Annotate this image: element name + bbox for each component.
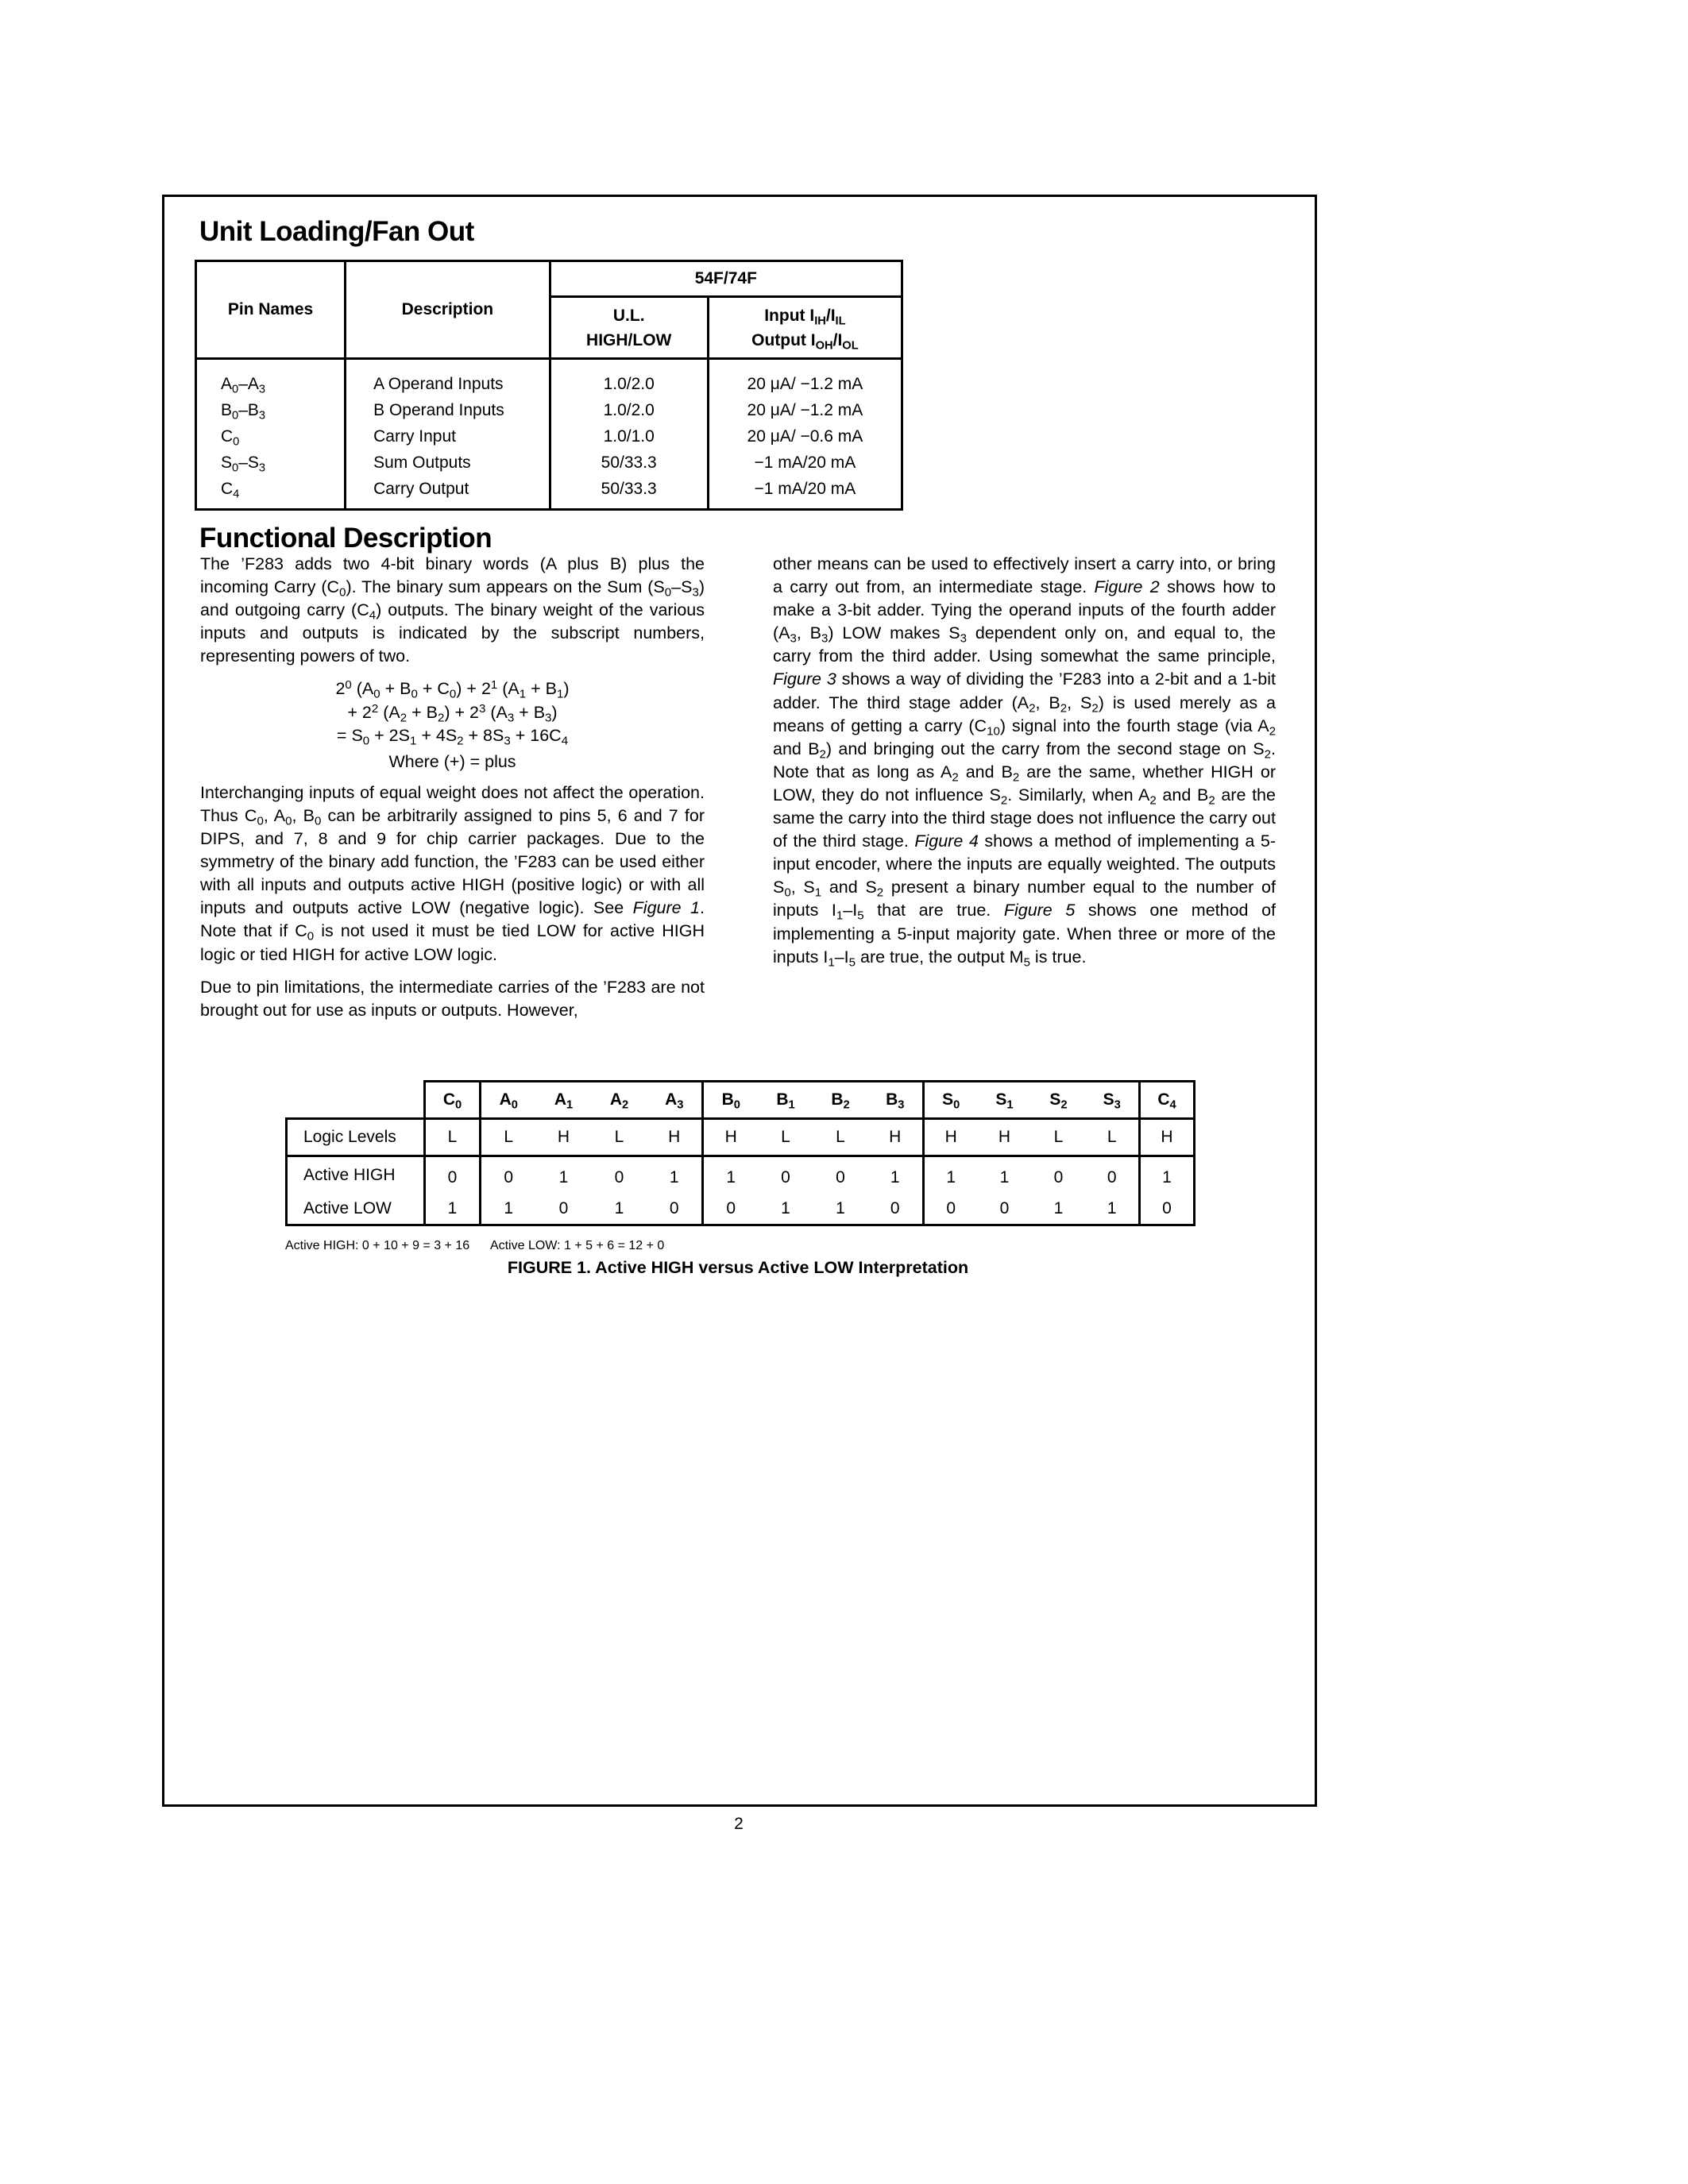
current-column	[708, 359, 902, 510]
value-cell: 1	[759, 1193, 813, 1225]
pin-names-column	[196, 359, 346, 510]
current-cell: −1 mA/20 mA	[754, 453, 856, 472]
figure1-caption: FIGURE 1. Active HIGH versus Active LOW Interpretation	[507, 1258, 969, 1277]
figure1-note	[285, 1239, 664, 1253]
value-cell: 0	[425, 1156, 481, 1194]
column-header: $S_3$	[1086, 1082, 1140, 1119]
current-cell: −1 mA/20 mA	[754, 480, 856, 498]
paragraph-interchanging: Interchanging inputs of equal weight does not affect the operation. Thus $C_0$, $A_0$, $B_0$ can be arbitrarily assigned to pins 5, 6 and 7 for DIPS, and 7, 8 and 9 for chip carrier packages. Due to the symmetry of the binary add function, the ’F283 can be used either with all inputs and outputs active HIGH (positive logic) or with all inputs and outputs active LOW (negative logic). See Figure 1. Note that if $C_0$ is not used it must be tied LOW for active HIGH logic or tied HIGH for active LOW logic.	[200, 782, 705, 964]
column-header: $A_1$	[536, 1082, 592, 1119]
header-family: 54F/74F	[550, 261, 902, 297]
value-cell: 1	[813, 1193, 868, 1225]
column-header: $B_1$	[759, 1082, 813, 1119]
value-cell: 0	[781, 1167, 790, 1187]
value-cell: 1	[1032, 1193, 1086, 1225]
column-header: $S_1$	[978, 1082, 1032, 1119]
active-low-row	[287, 1193, 1195, 1225]
value-cell: H	[978, 1119, 1032, 1156]
value-cell: 1	[558, 1167, 569, 1187]
value-cell: 1	[726, 1167, 736, 1187]
binary-weight-formula	[200, 677, 705, 773]
pin-cell: $S_0-S_3$	[221, 453, 266, 475]
logic-levels-row	[287, 1119, 1195, 1156]
header-unit-load	[550, 297, 708, 359]
figure1-table	[285, 1080, 1196, 1226]
description-cell: A Operand Inputs	[373, 375, 504, 393]
value-cell: 1	[999, 1167, 1010, 1187]
current-cell: 20 μA/ −1.2 mA	[747, 401, 863, 419]
header-ul-line2: HIGH/LOW	[586, 330, 672, 349]
value-cell: 0	[703, 1193, 759, 1225]
pin-cell: $C_0$	[221, 427, 240, 449]
value-cell: H	[868, 1119, 924, 1156]
column-header: $C_0$	[425, 1082, 481, 1119]
value-cell: L	[813, 1119, 868, 1156]
column-header: $B_3$	[868, 1082, 924, 1119]
value-cell: H	[536, 1119, 592, 1156]
header-ul-line1: U.L.	[612, 306, 645, 325]
unit-load-column	[550, 359, 708, 510]
value-cell: 0	[1053, 1167, 1064, 1187]
value-cell: 1	[946, 1167, 956, 1187]
value-cell: 0	[536, 1193, 592, 1225]
unit-load-cell: 50/33.3	[601, 480, 657, 498]
current-cell: 20 μA/ −0.6 mA	[747, 427, 863, 446]
unit-load-cell: 1.0/1.0	[603, 427, 655, 446]
value-cell: 1	[481, 1193, 536, 1225]
value-cell: 0	[1086, 1156, 1140, 1194]
active-high-row	[287, 1156, 1195, 1194]
description-cell: Carry Input	[373, 427, 456, 446]
page-number: 2	[734, 1815, 744, 1833]
unit-load-cell: 1.0/2.0	[603, 401, 655, 419]
row-label: Active HIGH	[287, 1156, 425, 1194]
value-cell: 0	[924, 1193, 978, 1225]
header-pin-names: Pin Names	[196, 261, 346, 359]
column-header: $A_3$	[647, 1082, 703, 1119]
current-cell: 20 μA/ −1.2 mA	[747, 375, 863, 393]
value-cell: 1	[647, 1156, 703, 1194]
header-io-line2: Output $I_{OH}/I_{OL}$	[751, 330, 859, 352]
description-column	[346, 359, 550, 510]
value-cell: H	[647, 1119, 703, 1156]
note-active-low: Active LOW: 1 + 5 + 6 = 12 + 0	[489, 1239, 665, 1252]
value-cell: 0	[978, 1193, 1032, 1225]
paragraph-intro: The ’F283 adds two 4-bit binary words (A plus B) plus the incoming Carry $(C_0)$. The binary sum appears on the Sum $(S_0-S_3)$ and outgoing carry $(C_4)$ outputs. The binary weight of the various inputs and outputs is indicated by the subscript numbers, representing powers of two.	[200, 554, 705, 666]
value-cell: L	[481, 1119, 536, 1156]
value-cell: 0	[647, 1193, 703, 1225]
right-column	[773, 553, 1276, 978]
figure1-header-row	[287, 1082, 1195, 1119]
paragraph-pin-limitations: Due to pin limitations, the intermediate carries of the ’F283 are not brought out for use as inputs or outputs. However,	[200, 977, 705, 1020]
column-header: $S_2$	[1032, 1082, 1086, 1119]
row-label: Logic Levels	[287, 1119, 425, 1156]
description-cell: Sum Outputs	[373, 453, 471, 472]
column-header: $B_0$	[703, 1082, 759, 1119]
formula-line: = $S_0 + 2S_1 + 4S_2 + 8S_3 + 16C_4$	[336, 725, 569, 748]
value-cell: H	[1140, 1119, 1195, 1156]
value-cell: H	[924, 1119, 978, 1156]
column-header: $B_2$	[813, 1082, 868, 1119]
value-cell: L	[592, 1119, 647, 1156]
description-cell: B Operand Inputs	[373, 401, 504, 419]
functional-description-title: Functional Description	[199, 523, 492, 554]
pin-cell: $B_0-B_3$	[221, 401, 266, 423]
header-current	[708, 297, 902, 359]
row-label: Active LOW	[287, 1193, 425, 1225]
unit-load-cell: 1.0/2.0	[603, 375, 655, 393]
header-description: Description	[346, 261, 550, 359]
value-cell: 1	[425, 1193, 481, 1225]
value-cell: 1	[1140, 1156, 1195, 1194]
paragraph-continued: other means can be used to effectively insert a carry into, or bring a carry out from, an intermediate stage. Figure 2 shows how to make a 3-bit adder. Tying the operand inputs of the fourth adder ($A_3$, $B_3$) LOW makes $S_3$ dependent only on, and equal to, the carry from the third adder. Using somewhat the same principle, Figure 3 shows a way of dividing the ’F283 into a 2-bit and a 1-bit adder. The third stage adder ($A_2$, $B_2$, $S_2$) is used merely as a means of getting a carry $(C_{10})$ signal into the fourth stage (via $A_2$ and $B_2$) and bringing out the carry from the second stage on $S_2$. Note that as long as $A_2$ and $B_2$ are the same, whether HIGH or LOW, they do not influence $S_2$. Similarly, when $A_2$ and $B_2$ are the same the carry into the third stage does not influence the carry out of the third stage. Figure 4 shows a method of implementing a 5-input encoder, where the inputs are equally weighted. The outputs $S_0$, $S_1$ and $S_2$ present a binary number equal to the number of inputs $I_1-I_5$ that are true. Figure 5 shows one method of implementing a 5-input majority gate. When three or more of the inputs $I_1-I_5$ are true, the output $M_5$ is true.	[773, 554, 1277, 970]
pin-cell: $A_0-A_3$	[221, 375, 266, 396]
column-header: $A_0$	[481, 1082, 536, 1119]
unit-loading-table	[195, 260, 903, 511]
corner-cell	[287, 1082, 425, 1119]
value-cell: L	[759, 1119, 813, 1156]
value-cell: L	[1086, 1119, 1140, 1156]
description-cell: Carry Output	[373, 480, 469, 498]
value-cell: 0	[868, 1193, 924, 1225]
formula-line: $2^0$ $(A_0 + B_0 + C_0) + 2^1$ $(A_1 + B_1)$	[335, 678, 570, 701]
pin-cell: $C_4$	[221, 480, 240, 501]
value-cell: 1	[868, 1156, 924, 1194]
value-cell: L	[425, 1119, 481, 1156]
header-io-line1: Input $I_{IH}/I_{IL}$	[764, 306, 846, 327]
note-active-high: Active HIGH: 0 + 10 + 9 = 3 + 16	[285, 1239, 470, 1252]
value-cell: L	[1032, 1119, 1086, 1156]
formula-legend: Where (+) = plus	[388, 751, 516, 771]
left-column	[200, 553, 705, 1032]
value-cell: 0	[614, 1167, 624, 1187]
value-cell: H	[703, 1119, 759, 1156]
value-cell: 0	[1140, 1193, 1195, 1225]
unit-load-cell: 50/33.3	[601, 453, 657, 472]
unit-loading-title: Unit Loading/Fan Out	[199, 216, 474, 247]
value-cell: 1	[592, 1193, 647, 1225]
formula-line: + $2^2$ $(A_2 + B_2) + 2^3$ $(A_3 + B_3)$	[347, 701, 558, 725]
value-cell: 0	[836, 1167, 845, 1187]
column-header: $S_0$	[924, 1082, 978, 1119]
value-cell: 1	[1086, 1193, 1140, 1225]
column-header: $A_2$	[592, 1082, 647, 1119]
value-cell: 0	[504, 1167, 514, 1187]
column-header: $C_4$	[1140, 1082, 1195, 1119]
